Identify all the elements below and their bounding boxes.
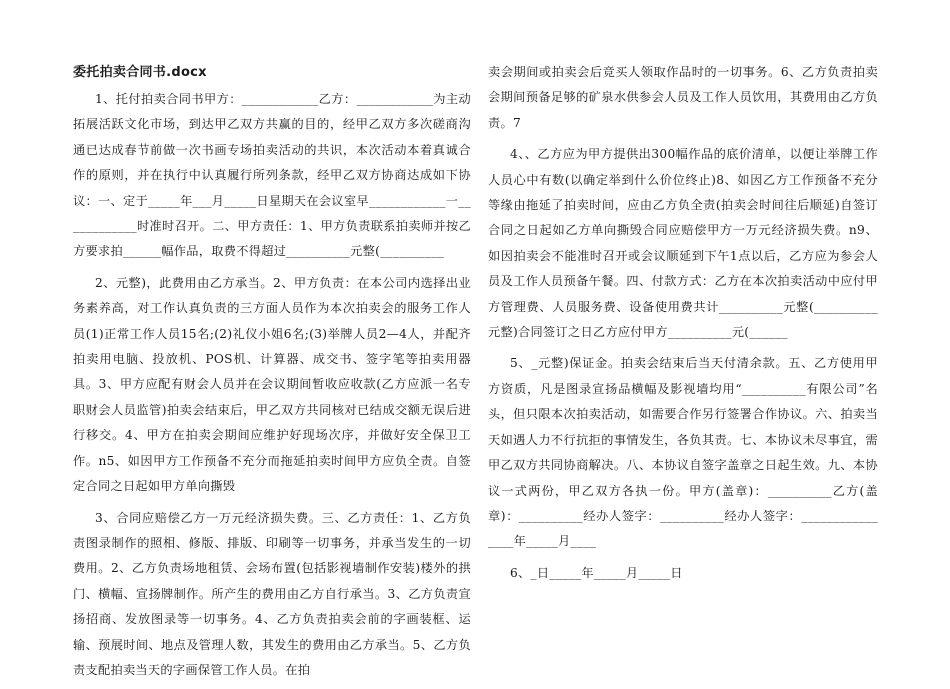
left-column <box>73 60 471 689</box>
paragraph-6: 6、_日_____年_____月_____日 <box>510 565 683 580</box>
paragraph-4: 4、、乙方应为甲方提供出300幅作品的底价清单，以便让举牌工作人员心中有数(以确定举到什么价位终止)8、如因乙方工作预备不充分等缘由拖延了拍卖时间，应由乙方负全责(拍卖会时间往后顺延)自签订合同之日起如乙方单向撕毁合同应赔偿甲方一万元经济损失费。n9、如因拍卖会不能准时召开或会议顺延到下午1点以后，乙方应为参会人员及工作人员预备午餐。四、付款方式：乙方在本次拍卖活动中应付甲方管理费、人员服务费、设备使用费共计__________元整(__________元整)合同签订之日乙方应付甲方__________元(______ <box>488 147 878 340</box>
right-column <box>488 60 878 592</box>
document-title: 委托拍卖合同书.docx <box>73 65 207 80</box>
paragraph-5: 5、_元整)保证金。拍卖会结束后当天付清余款。五、乙方使用甲方资质，凡是图录宣扬品横幅及影视墙均用“__________有限公司”名头，但只限本次拍卖活动，如需要合作另行签署合作协议。六、拍卖当天如遇人力不行抗拒的事情发生，各负其责。七、本协议未尽事宜，需甲乙双方共同协商解决。八、本协议自签字盖章之日起生效。九、本协议一式两份，甲乙双方各执一份。甲方(盖章)：__________乙方(盖章)：__________经办人签字：__________经办人签字：________________年_____月____ <box>488 356 878 549</box>
paragraph-1: 1、托付拍卖合同书甲方：____________乙方：____________为主动拓展活跃文化市场，到达甲乙双方共赢的目的，经甲乙双方多次磋商沟通已达成春节前做一次书画专场拍卖活动的共识，本次活动本着真诚合作的原则，并在执行中认真履行所列条款，经甲乙双方协商达成如下协议：一、定于_____年___月_____日星期天在会议室早____________一____________时准时召开。二、甲方责任：1、甲方负责联系拍卖师并按乙方要求拍______幅作品，取费不得超过__________元整(__________ <box>73 92 471 259</box>
paragraph-3-continued: 卖会期间或拍卖会后竞买人领取作品时的一切事务。6、乙方负责拍卖会期间预备足够的矿泉水供参会人员及工作人员饮用，其费用由乙方负责。7 <box>488 65 878 130</box>
paragraph-2: 2、元整)，此费用由乙方承当。2、甲方负责：在本公司内选择出业务素养高，对工作认真负责的三方面人员作为本次拍卖会的服务工作人员(1)正常工作人员15名;(2)礼仪小姐6名;(3)举牌人员2—4人，并配齐拍卖用电脑、投放机、POS机、计算器、成交书、签字笔等拍卖用器具。3、甲方应配有财会人员并在会议期间暂收应收款(乙方应派一名专职财会人员监管)拍卖会结束后，甲乙双方共同核对已结成交额无误后进行移交。4、甲方在拍卖会期间应维护好现场次序，并做好安全保卫工作。n5、如因甲方工作预备不充分而拖延拍卖时间甲方应负全责。自签定合同之日起如甲方单向撕毁 <box>73 275 471 494</box>
paragraph-3: 3、合同应赔偿乙方一万元经济损失费。三、乙方责任：1、乙方负责图录制作的照相、修版、排版、印刷等一切事务，并承当发生的一切费用。2、乙方负责场地租赁、会场布置(包括影视墙制作安装)楼外的拱门、横幅、宣扬牌制作。所产生的费用由乙方自行承当。3、乙方负责宣扬招商、发放图录等一切事务。4、乙方负责拍卖会前的字画装框、运输、预展时间、地点及管理人数，其发生的费用由乙方承当。5、乙方负责支配拍卖当天的字画保管工作人员。在拍 <box>73 510 471 677</box>
